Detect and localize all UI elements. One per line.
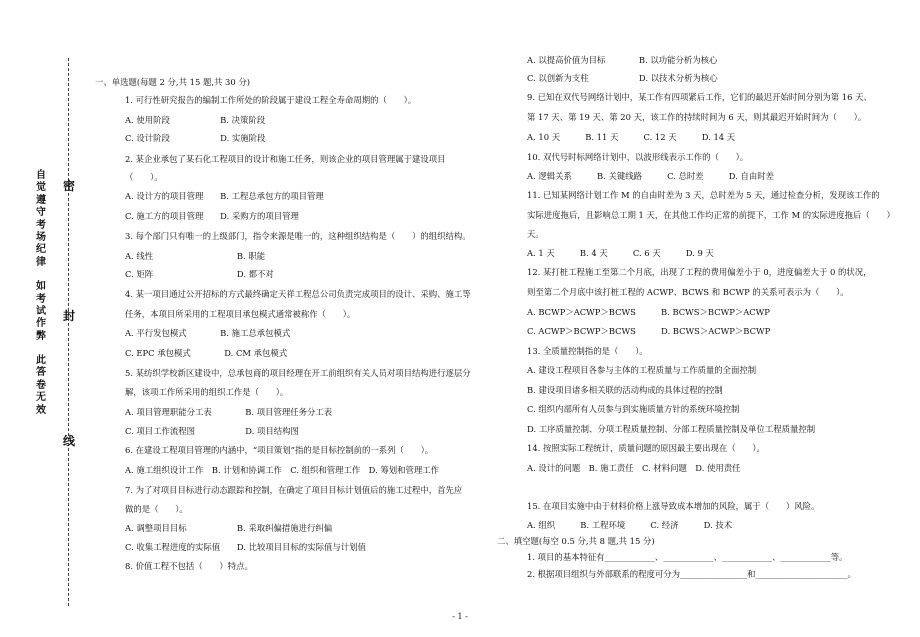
notice-char: 纪 xyxy=(36,244,46,256)
notice-char: 律 xyxy=(36,256,46,268)
left-text-line: 一、单选题(每题 2 分,共 15 题,共 30 分) xyxy=(95,77,250,87)
left-text-line: 1. 可行性研究报告的编制工作所处的阶段属于建设工程全寿命周期的（ ）。 xyxy=(125,95,417,105)
left-text-line: A. 施工组织设计工作 B. 计划和协调工作 C. 组织和管理工作 D. 筹划和管理工作 xyxy=(125,465,440,475)
notice-char: 考 xyxy=(36,293,46,305)
left-text-line: 6. 在建设工程项目管理的内涵中，“项目策划”指的是目标控制前的一系列（ ）。 xyxy=(125,445,434,455)
left-text-line: 4. 某一项目通过公开招标的方式最终确定天祥工程总公司负责完成项目的设计、采购、施工等 xyxy=(125,289,471,299)
right-text-line: 2. 根据项目组织与外部联系的程度可分为________________和______________________。 xyxy=(527,569,856,579)
left-text-line: 解，该项工作所采用的组织工作是（ ）。 xyxy=(125,387,289,397)
right-text-line: 二、填空题(每空 0.5 分,共 8 题,共 15 分) xyxy=(497,536,655,546)
notice-char: 觉 xyxy=(36,182,46,194)
left-text-line: （ ）。 xyxy=(125,172,163,182)
left-text-line: A. 平行发包模式 B. 施工总承包模式 xyxy=(125,328,291,338)
right-text-line: A. 设计的问题 B. 施工责任 C. 材料问题 D. 使用责任 xyxy=(527,463,741,473)
left-text-line: A. 设计方的项目管理 B. 工程总承包方的项目管理 xyxy=(125,191,324,201)
right-text-line: 9. 已知在双代号网络计划中，某工作有四项紧后工作，它们的最迟开始时间分别为第 16 天、 xyxy=(527,92,872,102)
notice-gap xyxy=(35,269,47,281)
right-text-line: B. 建设项目诸多相关联的活动构成的具体过程的控制 xyxy=(527,385,723,395)
right-text-line: 14. 按照实际工程统计，质量问题的原因最主要出现在（ ）。 xyxy=(527,443,765,453)
right-text-line: A. 以提高价值为目标 B. 以功能分析为核心 xyxy=(527,55,718,65)
right-text-line: 实际进度拖后，且影响总工期 1 天，在其他工作均正常的前提下，工作 M 的实际进度拖后（ ） xyxy=(527,210,895,220)
left-text-line: 7. 为了对项目目标进行动态跟踪和控制，在确定了项目目标计划值后的施工过程中，首先应 xyxy=(125,485,463,495)
right-text-line: 第 17 天、第 19 天、第 20 天，该工作的持续时间为 6 天，则其最迟开始时间为（ ）。 xyxy=(527,112,867,122)
left-text-line: 做的是（ ）。 xyxy=(125,504,188,514)
right-text-line: C. 组织内部所有人员参与到实施质量方针的系统环境控制 xyxy=(527,404,740,414)
right-text-line: 11. 已知某网络计划工作 M 的自由时差为 3 天，总时差为 5 天，通过检查分析，发现该工作的 xyxy=(527,190,880,200)
binding-dashed-line xyxy=(68,58,69,606)
right-text-line: 天。 xyxy=(527,229,544,239)
left-text-line: 3. 每个部门只有唯一的上级部门，指令来源是唯一的，这种组织结构是（ ）的组织结构。 xyxy=(125,231,471,241)
seal-mark-feng: 封 xyxy=(63,309,76,323)
page-number: - 1 - xyxy=(452,612,468,621)
right-text-line: C. ACWP＞BCWP＞BCWS D. BCWS＞ACWP＞BCWP xyxy=(527,326,771,336)
left-text-line: A. 项目管理职能分工表 B. 项目管理任务分工表 xyxy=(125,407,333,417)
right-text-line: 15. 在项目实施中由于材料价格上涨导致成本增加的风险，属于（ ）风险。 xyxy=(527,501,820,511)
notice-char: 卷 xyxy=(36,379,46,391)
notice-char: 自 xyxy=(36,170,46,181)
right-text-line: 则至第二个月底中该打桩工程的 ACWP、BCWS 和 BCWP 的关系可表示为（ ）。 xyxy=(527,287,849,297)
right-text-line: 10. 双代号时标网络计划中，以波形线表示工作的（ ）。 xyxy=(527,152,749,162)
left-text-line: A. 线性 B. 职能 xyxy=(125,251,266,261)
notice-char: 遵 xyxy=(36,194,46,206)
notice-char: 如 xyxy=(36,281,46,293)
right-text-line: A. 10 天 B. 11 天 C. 12 天 D. 14 天 xyxy=(527,132,736,142)
left-text-line: 8. 价值工程不包括（ ）特点。 xyxy=(125,561,253,571)
exam-discipline-notice xyxy=(35,170,47,417)
right-text-line: 1. 项目的基本特征有____________、____________、____________、____________等。 xyxy=(527,552,848,562)
right-text-line: 12. 某打桩工程施工至第二个月底，出现了工程的费用偏差小于 0，进度偏差大于 0 的状况， xyxy=(527,267,872,277)
notice-char: 无 xyxy=(36,392,46,404)
right-text-line: 13. 全质量控制指的是（ ）。 xyxy=(527,346,648,356)
left-text-line: A. 使用阶段 B. 决策阶段 xyxy=(125,115,266,125)
seal-mark-xian: 线 xyxy=(63,434,76,448)
right-text-line: A. 组织 B. 工程环境 C. 经济 D. 技术 xyxy=(527,520,733,530)
notice-char: 试 xyxy=(36,305,46,317)
right-text-line: A. BCWP＞ACWP＞BCWS B. BCWS＞BCWP＞ACWP xyxy=(527,307,770,317)
right-text-line: C. 以创新为支柱 D. 以技术分析为核心 xyxy=(527,73,718,83)
left-text-line: 任务，本项目所采用的工程项目承包模式通常被称作（ ）。 xyxy=(125,309,356,319)
left-text-line: C. 项目工作流程图 D. 项目结构图 xyxy=(125,426,299,436)
notice-gap xyxy=(35,343,47,355)
left-text-line: C. 矩阵 D. 都不对 xyxy=(125,269,274,279)
notice-char: 此 xyxy=(36,355,46,367)
left-text-line: C. 设计阶段 D. 实施阶段 xyxy=(125,133,266,143)
left-text-line: A. 调整项目目标 B. 采取纠偏措施进行纠偏 xyxy=(125,523,333,533)
notice-char: 答 xyxy=(36,367,46,379)
notice-char: 作 xyxy=(36,318,46,330)
right-text-line: D. 工序质量控制、分项工程质量控制、分部工程质量控制及单位工程质量控制 xyxy=(527,424,816,434)
left-text-line: 5. 某纺织学校新区建设中，总承包商的项目经理在开工前组织有关人员对项目结构进行逐层分 xyxy=(125,368,471,378)
right-text-line: A. 建设工程项目各参与主体的工程质量与工作质量的全面控制 xyxy=(527,365,757,375)
right-text-line: A. 1 天 B. 4 天 C. 6 天 D. 9 天 xyxy=(527,248,714,258)
left-text-line: C. 施工方的项目管理 D. 采购方的项目管理 xyxy=(125,211,299,221)
seal-mark-mi: 密 xyxy=(63,179,76,193)
left-text-line: C. EPC 承包模式 D. CM 承包模式 xyxy=(125,348,288,358)
notice-char: 守 xyxy=(36,207,46,219)
notice-char: 弊 xyxy=(36,330,46,342)
notice-char: 效 xyxy=(36,404,46,416)
left-text-line: 2. 某企业承包了某石化工程项目的设计和施工任务，则该企业的项目管理属于建设项目 xyxy=(125,154,446,164)
notice-char: 场 xyxy=(36,231,46,243)
left-text-line: C. 收集工程进度的实际值 D. 比较项目目标的实际值与计划值 xyxy=(125,542,366,552)
notice-char: 考 xyxy=(36,219,46,231)
right-text-line: A. 逻辑关系 B. 关键线路 C. 总时差 D. 自由时差 xyxy=(527,171,775,181)
